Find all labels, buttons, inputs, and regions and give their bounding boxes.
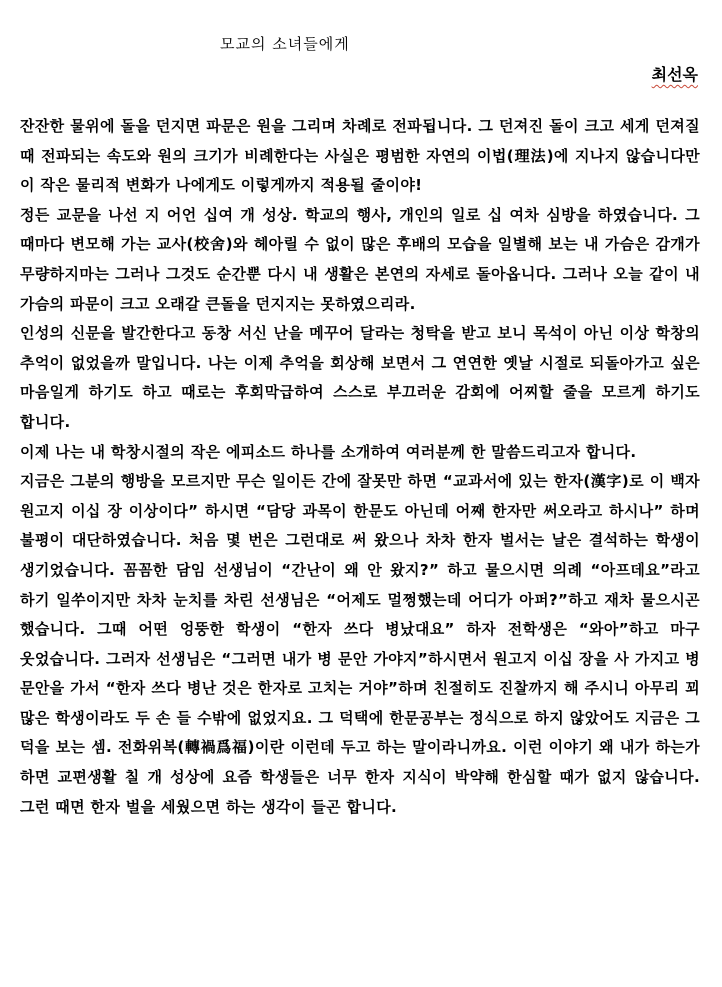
document-body [20, 112, 700, 822]
paragraph-2: 정든 교문을 나선 지 어언 십여 개 성상. 학교의 행사, 개인의 일로 십 여차 심방을 하였습니다. 그 때마다 변모해 가는 교사(校舍)와 헤아릴 수 없이 많은 후배의 모습을 일별해 보는 내 가슴은 감개가 무량하지마는 그러나 그것도 순간뿐 다시 내 생활은 본연의 자세로 돌아옵니다. 그러나 오늘 같이 내 가슴의 파문이 크고 오래갈 큰돌을 던지지는 못하였으리라. [20, 205, 700, 313]
author-name: 최선옥 [651, 65, 698, 84]
paragraph-5: 지금은 그분의 행방을 모르지만 무슨 일이든 간에 잘못만 하면 “교과서에 있는 한자(漢字)로 이 백자 원고지 이십 장 이상이다” 하시면 “담당 과목이 한문도 아닌데 어째 한자만 써오라고 하시나” 하며 불평이 대단하였습니다. 처음 몇 번은 그런대로 써 왔으나 차차 한자 벌서는 날은 결석하는 학생이 생기었습니다. 꼼꼼한 담임 선생님이 “간난이 왜 안 왔지?” 하고 물으시면 의례 “아프데요”라고 하기 일쑤이지만 차차 눈치를 차린 선생님은 “어제도 멀쩡했는데 어디가 아퍼?”하고 재차 물으시곤 했습니다. 그때 어떤 엉뚱한 학생이 “한자 쓰다 병났대요” 하자 전학생은 “와아”하고 마구 웃었습니다. 그러자 선생님은 “그러면 내가 병 문안 가야지”하시면서 원고지 이십 장을 사 가지고 병 문안을 가서 “한자 쓰다 병난 것은 한자로 고치는 거야”하며 친절히도 진찰까지 해 주시니 아무리 꾀 많은 학생이라도 두 손 들 수밖에 없었지요. 그 덕택에 한문공부는 정식으로 하지 않았어도 지금은 그 덕을 보는 셈. 전화위복(轉禍爲福)이란 이런데 두고 하는 말이라니까요. 이런 이야기 왜 내가 하는가 하면 교편생활 칠 개 성상에 요즘 학생들은 너무 한자 지식이 박약해 한심할 때가 없지 않습니다. 그런 때면 한자 벌을 세웠으면 하는 생각이 들곤 합니다. [20, 472, 700, 816]
paragraph-1: 잔잔한 물위에 돌을 던지면 파문은 원을 그리며 차례로 전파됩니다. 그 던져진 돌이 크고 세게 던져질 때 전파되는 속도와 원의 크기가 비례한다는 사실은 평범한 자연의 이법(理法)에 지나지 않습니다만 이 작은 물리적 변화가 나에게도 이렇게까지 적용될 줄이야! [20, 117, 700, 195]
document-title: 모교의 소녀들에게 [220, 35, 350, 53]
paragraph-3: 인성의 신문을 발간한다고 동창 서신 난을 메꾸어 달라는 청탁을 받고 보니 목석이 아닌 이상 학창의 추억이 없었을까 말입니다. 나는 이제 추억을 회상해 보면서 그 연연한 옛날 시절로 되돌아가고 싶은 마음일게 하기도 하고 때로는 후회막급하여 스스로 부끄러운 감회에 어찌할 줄을 모르게 하기도 합니다. [20, 324, 700, 431]
paragraph-4: 이제 나는 내 학창시절의 작은 에피소드 하나를 소개하여 여러분께 한 말씀드리고자 합니다. [20, 442, 637, 461]
